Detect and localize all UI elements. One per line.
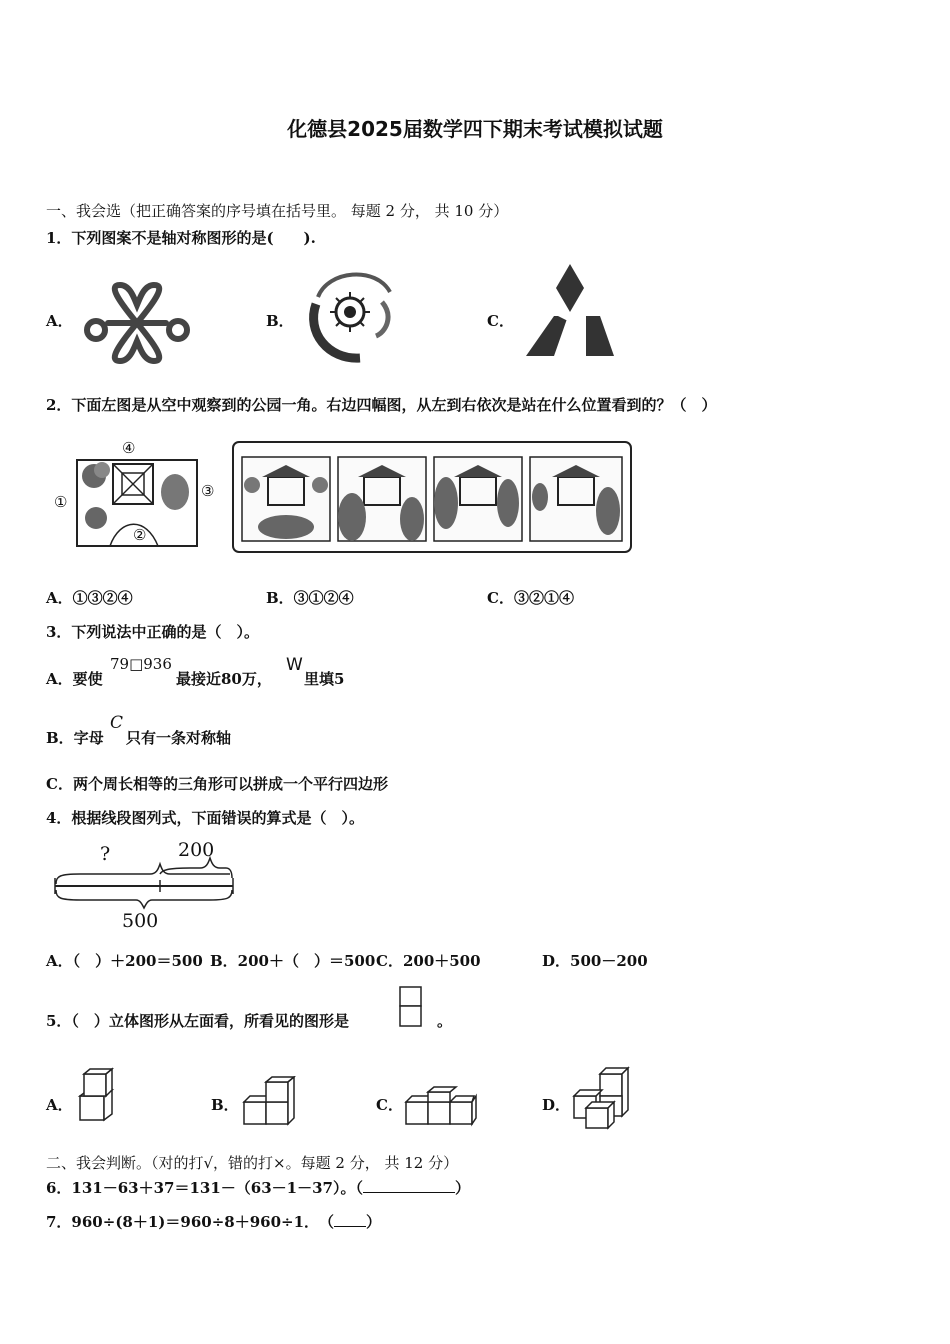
q4-option-b: B．200＋（ ）＝500 xyxy=(210,952,376,970)
q3-option-b-prefix: B．字母 xyxy=(46,729,104,747)
q3-option-b-symbol: C xyxy=(110,713,124,733)
q2-option-c: C．③②①④ xyxy=(487,589,574,607)
q1-option-a-label: A． xyxy=(46,312,73,330)
q6-statement: 6．131－63＋37＝131－（63－1－37）。（ xyxy=(46,1179,363,1197)
q2-option-a: A．①③②④ xyxy=(46,589,133,607)
section-2-heading: 二、我会判断。（对的打√，错的打×。每题 2 分， 共 12 分） xyxy=(46,1154,459,1172)
q2-stem: 2．下面左图是从空中观察到的公园一角。右边四幅图，从左到右依次是站在什么位置看到的？（ ） xyxy=(46,396,717,414)
q3-option-a-symbol: W xyxy=(286,655,303,675)
q4-option-d: D．500－200 xyxy=(542,952,648,970)
q2-park-map xyxy=(50,436,225,552)
map-label-1: ① xyxy=(54,493,68,511)
map-label-2: ② xyxy=(133,526,147,544)
q3-option-b-suffix: 只有一条对称轴 xyxy=(126,729,232,747)
q3-option-a-mid: 最接近80万， xyxy=(176,670,272,688)
q7-text xyxy=(46,1212,381,1232)
view-panel-2 xyxy=(338,457,426,541)
view-panel-1 xyxy=(242,457,330,541)
q4-unknown-label: ? xyxy=(100,843,111,865)
q6-text xyxy=(46,1178,470,1198)
q3-option-a-suffix: 里填5 xyxy=(304,670,345,688)
q1-option-b-label: B． xyxy=(266,312,294,330)
q5-option-a-label: A． xyxy=(46,1096,73,1114)
q3-option-a-prefix: A．要使 xyxy=(46,670,103,688)
q4-total-label: 500 xyxy=(122,910,159,932)
q6-answer-blank[interactable] xyxy=(363,1178,455,1193)
q1-diamonds-figure xyxy=(524,262,616,360)
q7-close-paren: ） xyxy=(366,1213,382,1231)
q5-option-d-cubes xyxy=(570,1066,632,1132)
page-title: 化德县2025届数学四下期末考试模拟试题 xyxy=(287,117,663,141)
q3-option-a-number: 79□936 xyxy=(110,655,172,673)
map-label-4: ④ xyxy=(122,439,136,457)
q5-option-b-label: B． xyxy=(211,1096,239,1114)
q4-segment-diagram xyxy=(50,838,240,936)
q3-option-c: C．两个周长相等的三角形可以拼成一个平行四边形 xyxy=(46,775,388,793)
q5-option-c-cubes xyxy=(404,1086,478,1128)
q5-stem: 5．（ ）立体图形从左面看，所看见的图形是 xyxy=(46,1012,349,1030)
q5-option-d-label: D． xyxy=(542,1096,571,1114)
q7-statement: 7．960÷(8＋1)＝960÷8＋960÷1． （ xyxy=(46,1213,335,1231)
view-panel-4 xyxy=(530,457,622,541)
map-label-3: ③ xyxy=(201,482,215,500)
q4-stem: 4．根据线段图列式，下面错误的算式是（ ）。 xyxy=(46,809,364,827)
q1-option-c-label: C． xyxy=(487,312,514,330)
q2-option-b: B．③①②④ xyxy=(266,589,354,607)
q2-view-panels xyxy=(232,441,632,553)
q7-answer-blank[interactable] xyxy=(334,1212,366,1227)
q6-close-paren: ） xyxy=(455,1179,471,1197)
q5-stem-end: 。 xyxy=(437,1012,453,1030)
view-panel-3 xyxy=(434,457,522,541)
q1-sun-figure xyxy=(298,262,404,366)
q5-option-c-label: C． xyxy=(376,1096,403,1114)
q1-knot-figure xyxy=(78,280,196,366)
q4-option-c: C．200＋500 xyxy=(376,952,481,970)
q5-left-view-figure xyxy=(399,986,423,1028)
q4-option-a: A．（ ）＋200＝500 xyxy=(46,952,203,970)
q1-stem: 1．下列图案不是轴对称图形的是( ). xyxy=(46,229,316,247)
q5-option-a-cubes xyxy=(76,1066,116,1126)
q5-option-b-cubes xyxy=(242,1076,296,1128)
q4-part-label: 200 xyxy=(178,839,215,861)
section-1-heading: 一、我会选（把正确答案的序号填在括号里。 每题 2 分， 共 10 分） xyxy=(46,202,509,220)
q3-stem: 3．下列说法中正确的是（ ）。 xyxy=(46,623,259,641)
